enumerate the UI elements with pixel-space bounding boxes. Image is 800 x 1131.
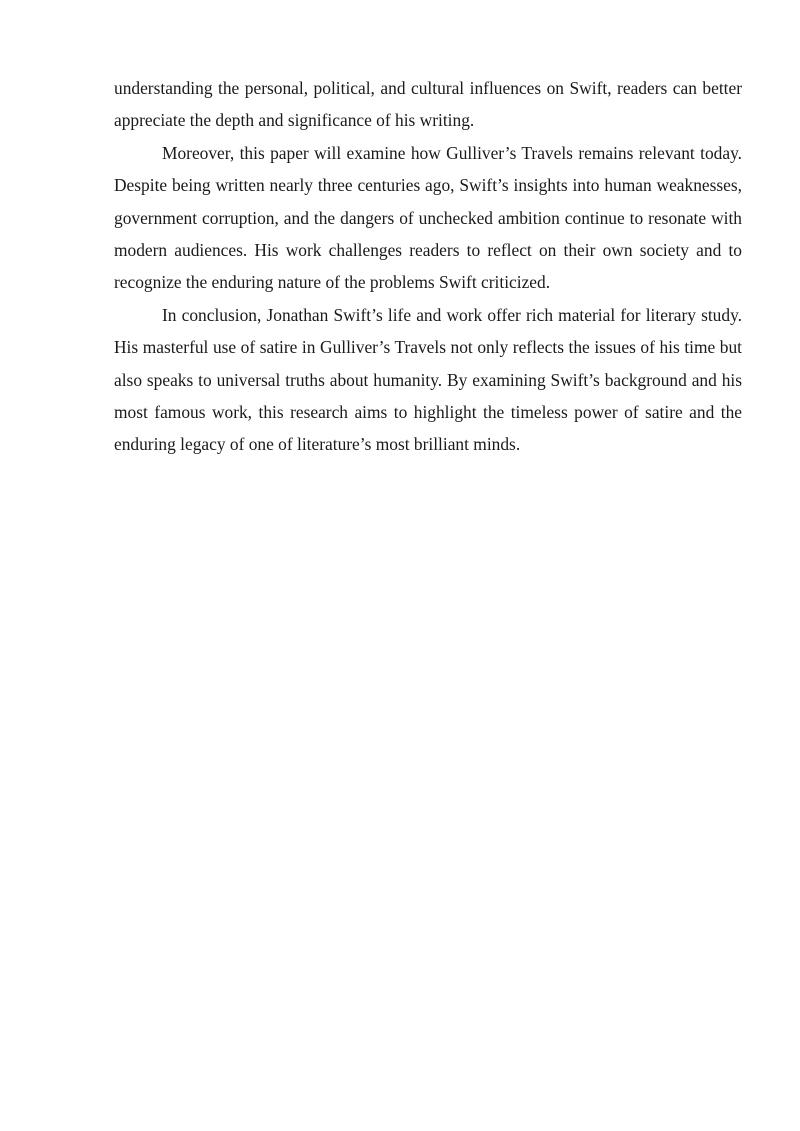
document-body xyxy=(114,72,742,461)
paragraph-relevance: Moreover, this paper will examine how Gulliver’s Travels remains relevant today. Despite being written nearly three centuries ago, Swift’s insights into human weaknesses, government corruption, and the dangers of unchecked ambition continue to resonate with modern audiences. His work challenges readers to reflect on their own society and to recognize the enduring nature of the problems Swift criticized. xyxy=(114,142,742,293)
paragraph-conclusion: In conclusion, Jonathan Swift’s life and work offer rich material for literary study. His masterful use of satire in Gulliver’s Travels not only reflects the issues of his time but also speaks to universal truths about humanity. By examining Swift’s background and his most famous work, this research aims to highlight the timeless power of satire and the enduring legacy of one of literature’s most brilliant minds. xyxy=(114,304,742,455)
paragraph-continuation: understanding the personal, political, and cultural influences on Swift, readers can better appreciate the depth and significance of his writing. xyxy=(114,78,742,131)
